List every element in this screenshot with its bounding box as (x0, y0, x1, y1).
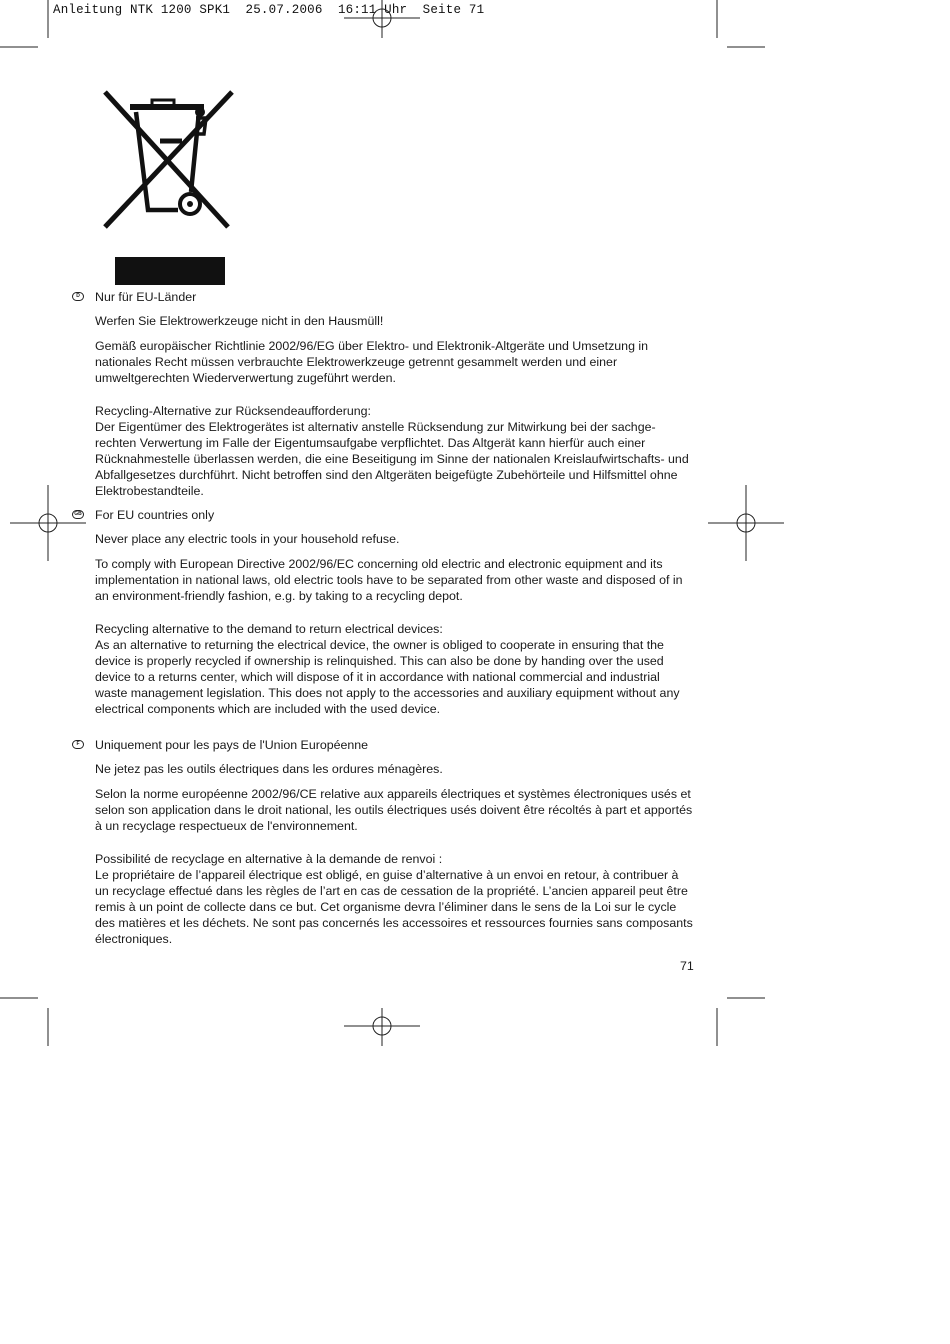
black-bar (115, 257, 225, 285)
section-gb (74, 507, 695, 717)
section-de (76, 289, 695, 499)
directive-text: To comply with European Directive 2002/96/EC concerning old electric and electronic equipment and its implementation in national laws, old electric tools have to be separated from other waste and disposed of in an environment-friendly fashion, e.g. by taking to a recycling depot. (95, 557, 683, 603)
recycling-title: Possibilité de recyclage en alternative à la demande de renvoi : (95, 852, 443, 866)
section-heading (76, 737, 695, 753)
intro-text: Werfen Sie Elektrowerkzeuge nicht in den Hausmüll! (95, 314, 384, 328)
recycling-body: Le propriétaire de l’appareil électrique est obligé, en guise d’alternative à un envoi en retour, à contribuer à un recyclage effectué dans les règles de l’art en cas de cessation de la propriété. L’ancien appareil peut être remis à un point de collecte dans ce but. Cet organisme devra l’éliminer dans le sens de la Loi sur le cycle des matières et les déchets. Ne sont pas concernés les accessoires et ressources fournies sans composants électroniques. (95, 868, 693, 946)
section-heading (74, 507, 695, 523)
heading-text: Uniquement pour les pays de l'Union Européenne (95, 738, 369, 752)
page-number: 71 (680, 959, 694, 973)
recycling-title: Recycling-Alternative zur Rücksendeaufforderung: (95, 404, 371, 418)
section-fr (76, 737, 695, 947)
recycling-body: As an alternative to returning the electrical device, the owner is obliged to cooperate in ensuring that the device is properly recycled if ownership is relinquished. This can also be done by handing over the used device to a returns center, which will dispose of it in accordance with national commercial and industrial waste management legislation. This does not apply to the accessories and auxiliary equipment without any electrical components which are included with the used device. (95, 638, 680, 716)
intro-text: Ne jetez pas les outils électriques dans les ordures ménagères. (95, 762, 443, 776)
language-badge-f: F (72, 740, 84, 749)
heading-text: For EU countries only (95, 508, 215, 522)
language-badge-d: D (72, 292, 84, 301)
print-header: Anleitung NTK 1200 SPK1 25.07.2006 16:11 Uhr Seite 71 (53, 3, 485, 17)
section-heading (76, 289, 695, 305)
intro-text: Never place any electric tools in your household refuse. (95, 532, 400, 546)
recycling-title: Recycling alternative to the demand to return electrical devices: (95, 622, 443, 636)
language-badge-gb: GB (72, 510, 84, 519)
heading-text: Nur für EU-Länder (95, 290, 197, 304)
directive-text: Selon la norme européenne 2002/96/CE relative aux appareils électriques et systèmes électroniques usés et selon son application dans le droit national, les outils électriques usés doivent être récoltés à part et apportés à un recyclage respectueux de l'environnement. (95, 787, 693, 833)
crossed-out-wheelie-bin-icon (100, 88, 235, 233)
directive-text: Gemäß europäischer Richtlinie 2002/96/EG über Elektro- und Elektronik-Altgeräte und Umsetzung in nationales Recht müssen verbrauchte Elektrowerkzeuge getrennt gesammelt werden und einer umweltgerechten Wiederverwertung zugeführt werden. (95, 339, 649, 385)
recycling-body: Der Eigentümer des Elektrogerätes ist alternativ anstelle Rücksendung zur Mitwirkung bei der sachge-rechten Verwertung im Falle der Eigentumsaufgabe verpflichtet. Das Altgerät kann hierfür auch einer Rücknahmestelle überlassen werden, die eine Beseitigung im Sinne der nationalen Kreislaufwirtschafts- und Abfallgesetzes durchführt. Nicht betroffen sind den Altgeräten beigefügte Zubehörteile und Hilfsmittel ohne Elektrobestandteile. (95, 420, 689, 498)
